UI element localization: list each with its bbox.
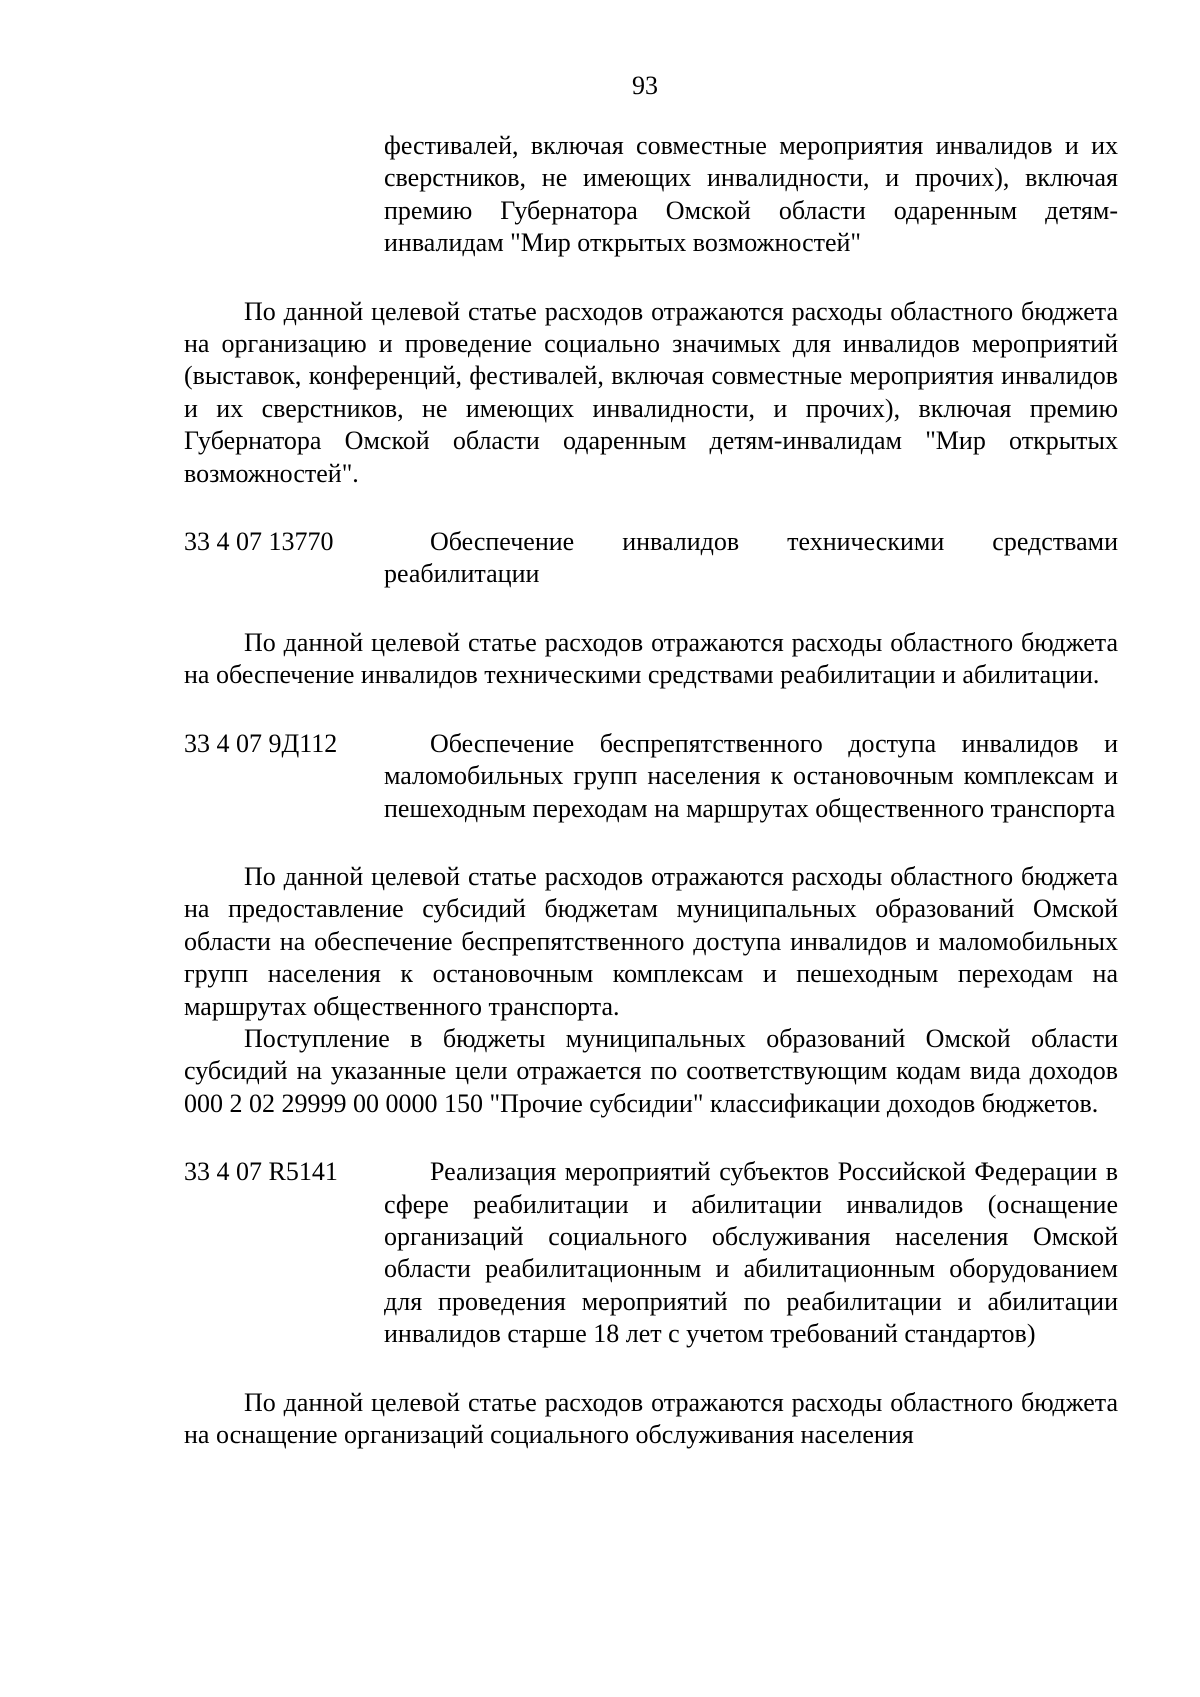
budget-entry-9d112	[184, 728, 1118, 825]
entry-code: 33 4 07 13770	[184, 527, 334, 557]
spacer	[184, 1120, 1118, 1156]
budget-entry-13770	[184, 526, 1118, 591]
paragraph-description-5: По данной целевой статье расходов отражаются расходы областного бюджета на оснащение организаций социального обслуживания населения	[184, 1387, 1118, 1449]
paragraph-description-3: По данной целевой статье расходов отражаются расходы областного бюджета на предоставление субсидий бюджетам муниципальных образований Омской области на обеспечение беспрепятственного доступа инвалидов и маломобильных групп населения к остановочным комплексам и пешеходным переходам на маршрутах общественного транспорта.	[184, 861, 1118, 1021]
paragraph-description-1: По данной целевой статье расходов отражаются расходы областного бюджета на организацию и проведение социально значимых для инвалидов мероприятий (выставок, конференций, фестивалей, включая совместные мероприятия инвалидов и их сверстников, не имеющих инвалидности, и прочих), включая премию Губернатора Омской области одаренным детям-инвалидам "Мир открытых возможностей".	[184, 296, 1118, 488]
spacer	[184, 490, 1118, 526]
entry-title: Реализация мероприятий субъектов Российской Федерации в сфере реабилитации и абилитации инвалидов (оснащение организаций социального обслуживания населения Омской области реабилитационным и абилитационным оборудованием для проведения мероприятий по реабилитации и абилитации инвалидов старше 18 лет с учетом требований стандартов)	[384, 1157, 1118, 1349]
spacer	[184, 692, 1118, 728]
entry-code: 33 4 07 R5141	[184, 1157, 338, 1187]
document-body	[184, 130, 1118, 1451]
paragraph-description-2: По данной целевой статье расходов отражаются расходы областного бюджета на обеспечение инвалидов техническими средствами реабилитации и абилитации.	[184, 627, 1118, 690]
spacer	[184, 825, 1118, 861]
entry-title: Обеспечение беспрепятственного доступа инвалидов и маломобильных групп населения к остановочным комплексам и пешеходным переходам на маршрутах общественного транспорта	[384, 728, 1118, 823]
paragraph-description-4: Поступление в бюджеты муниципальных образований Омской области субсидий на указанные цели отражается по соответствующим кодам вида доходов 000 2 02 29999 00 0000 150 "Прочие субсидии" классификации доходов бюджетов.	[184, 1023, 1118, 1118]
spacer	[184, 260, 1118, 296]
spacer	[184, 1351, 1118, 1387]
budget-entry-r5141	[184, 1156, 1118, 1350]
continued-entry-title: фестивалей, включая совместные мероприятия инвалидов и их сверстников, не имеющих инвалидности, и прочих), включая премию Губернатора Омской области одаренным детям-инвалидам "Мир открытых возможностей"	[384, 131, 1118, 258]
page-number: 93	[632, 71, 658, 100]
entry-code: 33 4 07 9Д112	[184, 728, 338, 758]
spacer	[184, 591, 1118, 627]
entry-title: Обеспечение инвалидов техническими средствами реабилитации	[384, 527, 1118, 589]
